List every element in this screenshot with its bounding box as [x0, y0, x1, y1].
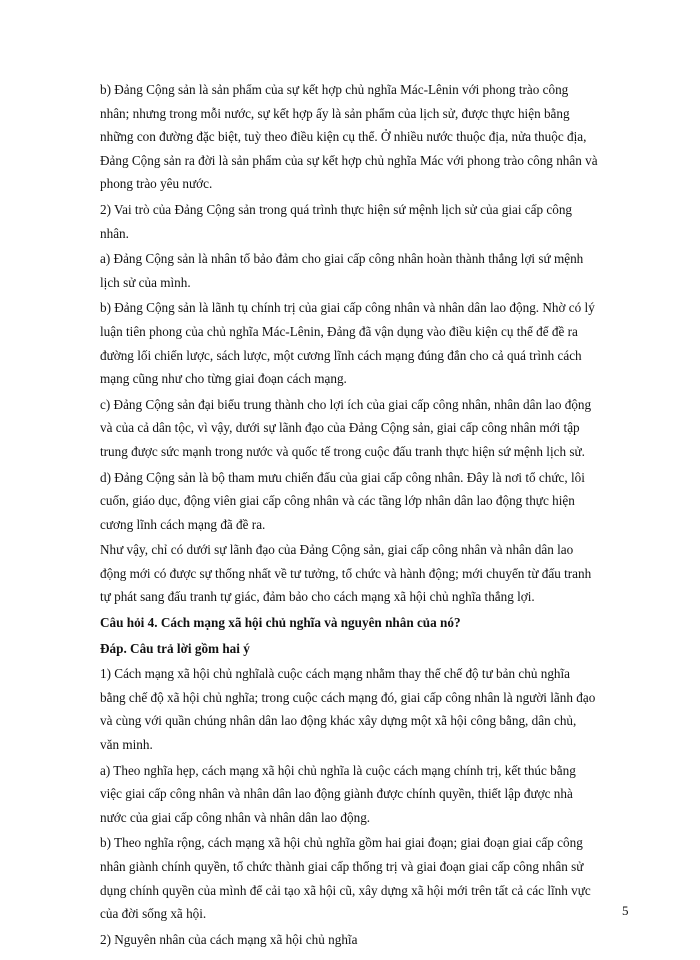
text-line: phong trào yêu nước.: [100, 176, 213, 192]
text-line: đường lối chiến lược, sách lược, một cương lĩnh cách mạng đúng đắn cho cả quá trình cách: [100, 347, 582, 363]
page-body: [100, 78, 622, 953]
body-paragraph: [100, 296, 622, 390]
text-line: bằng chế độ xã hội chủ nghĩa; trong cuộc cách mạng đó, giai cấp công nhân là người lãnh đạo: [100, 689, 596, 705]
text-line: lịch sử của mình.: [100, 274, 191, 290]
text-line: tự phát sang đấu tranh tự giác, đảm bảo cho cách mạng xã hội chủ nghĩa thắng lợi.: [100, 589, 535, 605]
text-line: Câu hỏi 4. Cách mạng xã hội chủ nghĩa và nguyên nhân của nó?: [100, 615, 461, 631]
text-line: và của cả dân tộc, vì vậy, dưới sự lãnh đạo của Đảng Cộng sản, giai cấp công nhân mới tập: [100, 420, 580, 436]
text-line: a) Theo nghĩa hẹp, cách mạng xã hội chủ nghĩa là cuộc cách mạng chính trị, kết thúc bằng: [100, 762, 576, 778]
text-line: 2) Nguyên nhân của cách mạng xã hội chủ nghĩa: [100, 931, 358, 947]
text-line: cuốn, giáo dục, động viên giai cấp công nhân và các tầng lớp nhân dân lao động thực hiện: [100, 493, 575, 509]
section-heading: [100, 611, 622, 635]
text-line: mạng cũng như cho từng giai đoạn cách mạng.: [100, 371, 347, 387]
body-paragraph: [100, 662, 622, 756]
text-line: Đảng Cộng sản ra đời là sản phẩm của sự kết hợp chủ nghĩa Mác với phong trào công nhân và: [100, 152, 598, 168]
body-paragraph: [100, 928, 622, 952]
text-line: b) Đảng Cộng sản là lãnh tụ chính trị của giai cấp công nhân và nhân dân lao động. Nhờ có lý: [100, 300, 595, 316]
section-heading: [100, 637, 622, 661]
text-line: c) Đảng Cộng sản đại biểu trung thành cho lợi ích của giai cấp công nhân, nhân dân lao động: [100, 396, 592, 412]
text-line: b) Đảng Cộng sản là sản phẩm của sự kết hợp chủ nghĩa Mác-Lênin với phong trào công: [100, 82, 569, 97]
text-line: Như vậy, chỉ có dưới sự lãnh đạo của Đảng Cộng sản, giai cấp công nhân và nhân dân lao: [100, 542, 574, 558]
text-line: trung được sức mạnh trong nước và quốc tế trong cuộc đấu tranh thực hiện sứ mệnh lịch sử.: [100, 443, 585, 459]
text-line: b) Theo nghĩa rộng, cách mạng xã hội chủ nghĩa gồm hai giai đoạn; giai đoạn giai cấp công: [100, 835, 583, 851]
text-line: việc giai cấp công nhân và nhân dân lao động giành được chính quyền, thiết lập được nhà: [100, 786, 573, 802]
body-paragraph: [100, 538, 622, 609]
body-paragraph: [100, 831, 622, 925]
text-line: 1) Cách mạng xã hội chủ nghĩalà cuộc cách mạng nhằm thay thế chế độ tư bản chủ nghĩa: [100, 666, 571, 682]
text-line: nhân.: [100, 225, 129, 241]
text-line: d) Đảng Cộng sản là bộ tham mưu chiến đấu của giai cấp công nhân. Đây là nơi tổ chức, lôi: [100, 469, 585, 485]
text-line: những con đường đặc biệt, tuỳ theo điều kiện cụ thể. Ở nhiều nước thuộc địa, nửa thuộc địa,: [100, 129, 587, 145]
text-line: nhân; nhưng trong mỗi nước, sự kết hợp ấy là sản phẩm của lịch sử, được thực hiện bằng: [100, 105, 570, 121]
text-line: động mới có được sự thống nhất về tư tưởng, tổ chức và hành động; mới chuyển từ đấu tranh: [100, 565, 592, 581]
text-line: nhân giành chính quyền, tổ chức thành giai cấp thống trị và giai đoạn giai cấp công nhân sử: [100, 859, 584, 874]
text-line: văn minh.: [100, 737, 153, 753]
text-line: 2) Vai trò của Đảng Cộng sản trong quá trình thực hiện sứ mệnh lịch sử của giai cấp công: [100, 201, 573, 217]
text-line: cương lĩnh cách mạng đã đề ra.: [100, 516, 266, 532]
text-line: nước của giai cấp công nhân và nhân dân lao động.: [100, 809, 371, 825]
text-line: a) Đảng Cộng sản là nhân tố bảo đảm cho giai cấp công nhân hoàn thành thắng lợi sứ mệnh: [100, 251, 584, 267]
body-paragraph: [100, 247, 622, 294]
text-line: của đời sống xã hội.: [100, 906, 207, 922]
text-line: luận tiên phong của chủ nghĩa Mác-Lênin, Đảng đã vận dụng vào điều kiện cụ thể để đề ra: [100, 323, 578, 339]
body-paragraph: [100, 78, 622, 196]
body-paragraph: [100, 393, 622, 464]
body-paragraph: [100, 759, 622, 830]
body-paragraph: [100, 466, 622, 537]
text-line: Đáp. Câu trả lời gồm hai ý: [100, 640, 250, 656]
body-paragraph: [100, 198, 622, 245]
text-line: và cùng với quần chúng nhân dân lao động khác xây dựng một xã hội công bằng, dân chủ,: [100, 713, 577, 729]
text-line: dụng chính quyền của mình để cải tạo xã hội cũ, xây dựng xã hội mới trên tất cả các lĩnh vực: [100, 882, 591, 898]
page-number: 5: [622, 903, 629, 918]
